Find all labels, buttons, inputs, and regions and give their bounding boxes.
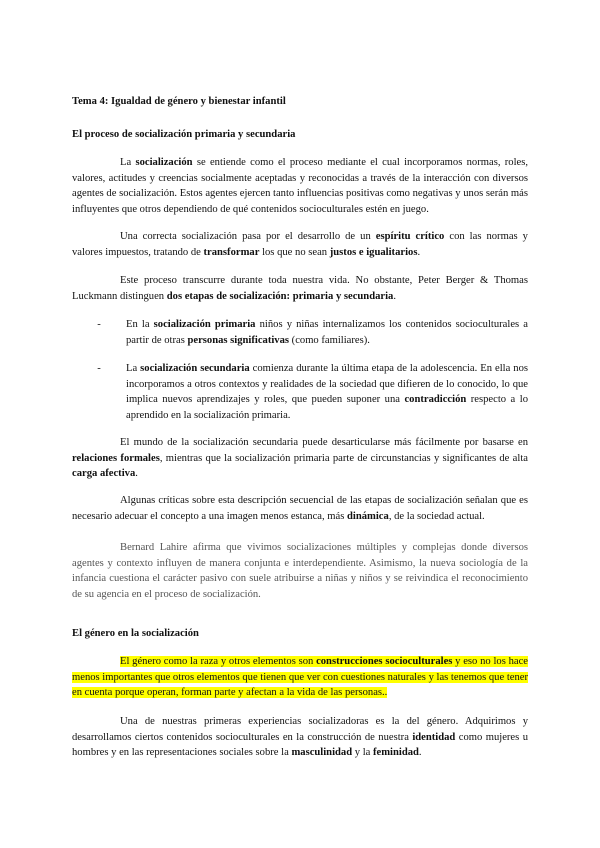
highlighted-text: El género como la raza y otros elementos son construcciones socioculturales y eso no los hace menos importantes que otros elementos que tienen que ver con cuestiones naturales y las tenemos que tener en cuenta porque operan, forman parte y afectan a la vida de las personas.. [72, 656, 528, 699]
list-item [97, 317, 528, 348]
paragraph-definition: La socialización se entiende como el proceso mediante el cual incorporamos normas, roles, valores, actitudes y creencias socialmente aceptadas y reconocidas a través de la interacción con diversos agentes de socialización. Estos agentes ejercen tanto influencias positivas como negativas y unos serán más influyentes que otros dependiendo de qué contenidos socioculturales estén en juego. [72, 157, 528, 215]
paragraph-lahire: Bernard Lahire afirma que vivimos socializaciones múltiples y complejas donde diversos agentes y contexto influyen de manera conjunta e interdependiente. Asimismo, la nueva sociología de la infancia cuestiona el carácter pasivo con suele atribuirse a niñas y niños y se reivindica el reconocimiento de su agencia en el proceso de socialización. [72, 542, 528, 600]
paragraph-gender-constructions [72, 654, 528, 701]
paragraph-critical-spirit: Una correcta socialización pasa por el desarrollo de un espíritu crítico con las normas y valores impuestos, tratando de transformar los que no sean justos e igualitarios. [72, 231, 528, 258]
section-heading-socializacion: El proceso de socialización primaria y secundaria [72, 129, 296, 140]
bullet-primary-socialization: En la socialización primaria niños y niñas internalizamos los contenidos socioculturales a partir de otras personas significativas (como familiares). [126, 319, 528, 346]
paragraph-gender-identity: Una de nuestras primeras experiencias socializadoras es la del género. Adquirimos y desarrollamos ciertos contenidos socioculturales en la construcción de nuestra identidad como mujeres u hombres y en las representaciones sociales sobre la masculinidad y la feminidad. [72, 716, 528, 759]
bullet-secondary-socialization: La socialización secundaria comienza durante la última etapa de la adolescencia. En ella nos incorporamos a otros contextos y realidades de la sociedad que difieren de lo conocido, lo que implica nuevos aprendizajes y roles, que pueden suponer una contradicción respecto a lo aprendido en la socialización primaria. [126, 363, 528, 421]
paragraph-critiques: Algunas críticas sobre esta descripción secuencial de las etapas de socialización señalan que es necesario adecuar el concepto a una imagen menos estanca, más dinámica, de la sociedad actual. [72, 495, 528, 522]
bullet-marker: - [97, 363, 101, 374]
paragraph-stages: Este proceso transcurre durante toda nuestra vida. No obstante, Peter Berger & Thomas Luckmann distinguen dos etapas de socialización: primaria y secundaria. [72, 275, 528, 302]
bullet-marker: - [97, 319, 101, 330]
list-item [97, 361, 528, 423]
paragraph-formal-relations: El mundo de la socialización secundaria puede desarticularse más fácilmente por basarse en relaciones formales, mientras que la socialización primaria parte de circunstancias y significantes de alta carga afectiva. [72, 437, 528, 480]
section-heading-genero: El género en la socialización [72, 628, 199, 639]
document-title: Tema 4: Igualdad de género y bienestar infantil [72, 96, 286, 107]
